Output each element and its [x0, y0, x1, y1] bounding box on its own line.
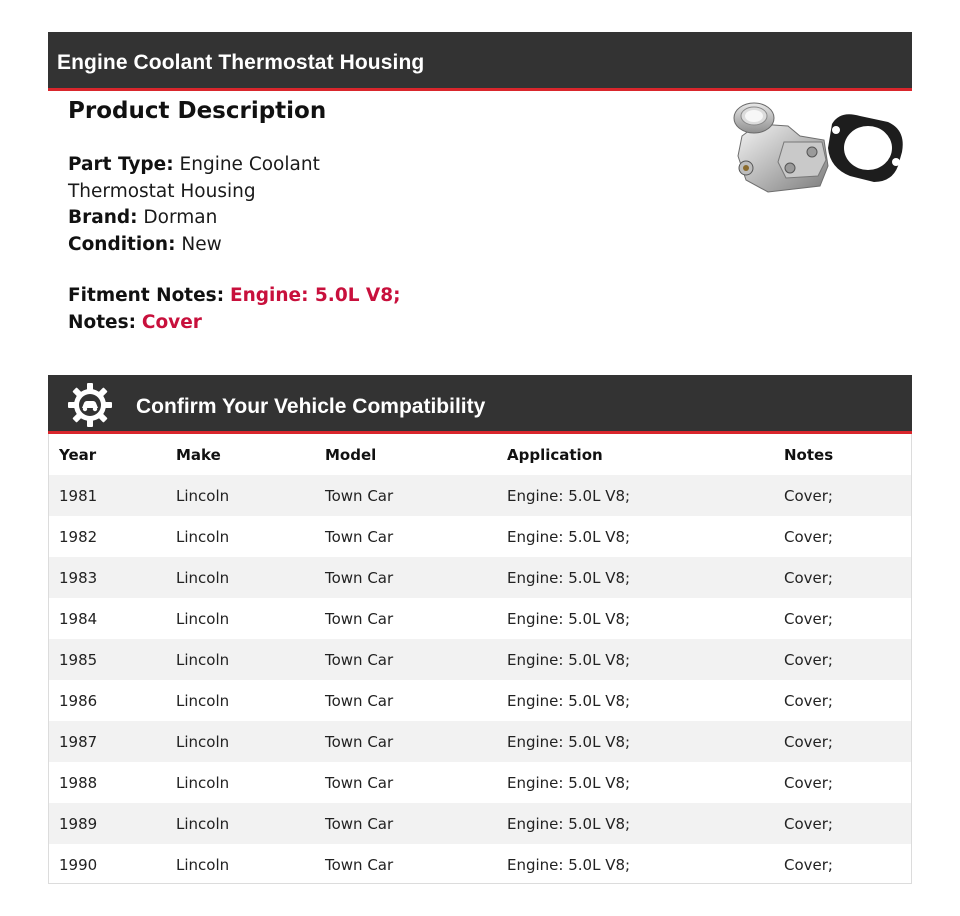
cell-notes: Cover; [784, 609, 833, 628]
table-row [49, 475, 911, 516]
description-heading: Product Description [68, 98, 327, 124]
part-type-label: Part Type: [68, 154, 174, 175]
cell-application: Engine: 5.0L V8; [497, 721, 774, 762]
cell-year: 1984 [59, 609, 98, 628]
table-row [49, 557, 911, 598]
cell-make: Lincoln [176, 527, 230, 546]
cell-model: Town Car [325, 527, 394, 546]
cell-year: 1990 [59, 855, 98, 874]
cell-model: Town Car [315, 721, 497, 762]
brand-value: Dorman [143, 207, 218, 228]
cell-application: Engine: 5.0L V8; [497, 557, 774, 598]
gear-car-icon [68, 383, 112, 427]
cell-application: Engine: 5.0L V8; [507, 527, 631, 546]
cell-year: 1988 [59, 773, 98, 792]
notes-value: Cover [141, 311, 202, 333]
table-row [49, 639, 911, 680]
fitment-notes-label: Fitment Notes: [68, 285, 225, 306]
cell-application: Engine: 5.0L V8; [507, 855, 631, 874]
cell-model: Town Car [315, 475, 497, 516]
notes-label: Notes: [68, 311, 136, 333]
cell-application: Engine: 5.0L V8; [497, 475, 774, 516]
condition-value: New [181, 233, 222, 255]
cell-notes: Cover; [774, 475, 911, 516]
cell-year: 1985 [49, 639, 166, 680]
table-row [49, 803, 911, 844]
cell-model: Town Car [325, 691, 394, 710]
cell-application: Engine: 5.0L V8; [507, 691, 631, 710]
cell-notes: Cover; [774, 803, 911, 844]
cell-notes: Cover; [774, 639, 911, 680]
cell-make: Lincoln [166, 721, 315, 762]
cell-model: Town Car [325, 855, 394, 874]
cell-model: Town Car [325, 773, 394, 792]
cell-model: Town Car [315, 639, 497, 680]
cell-application: Engine: 5.0L V8; [497, 803, 774, 844]
column-header-application: Application [507, 445, 603, 464]
fitment-notes-value: Engine: 5.0L V8; [229, 285, 401, 306]
product-description [68, 96, 428, 336]
product-image [728, 96, 908, 196]
compatibility-table [48, 434, 912, 884]
cell-notes: Cover; [774, 721, 911, 762]
cell-make: Lincoln [166, 639, 315, 680]
brand-label: Brand: [68, 207, 138, 228]
part-type-field [68, 152, 428, 205]
cell-make: Lincoln [166, 803, 315, 844]
table-row [49, 844, 911, 885]
notes-field [68, 310, 428, 337]
cell-make: Lincoln [176, 773, 230, 792]
table-row [49, 516, 911, 557]
table-row [49, 598, 911, 639]
fitment-notes-field [68, 283, 428, 310]
cell-notes: Cover; [784, 855, 833, 874]
table-row [49, 762, 911, 803]
cell-application: Engine: 5.0L V8; [497, 639, 774, 680]
table-header-row [49, 434, 911, 475]
compatibility-header-bar [48, 375, 912, 434]
part-type-value: Engine Coolant Thermostat Housing [68, 154, 320, 202]
condition-field [68, 232, 428, 259]
cell-notes: Cover; [774, 557, 911, 598]
cell-make: Lincoln [176, 855, 230, 874]
cell-application: Engine: 5.0L V8; [507, 773, 631, 792]
cell-notes: Cover; [784, 773, 833, 792]
cell-make: Lincoln [176, 691, 230, 710]
cell-year: 1987 [49, 721, 166, 762]
cell-year: 1981 [49, 475, 166, 516]
table-row [49, 721, 911, 762]
column-header-make: Make [176, 445, 221, 464]
brand-field [68, 205, 428, 232]
cell-model: Town Car [325, 609, 394, 628]
cell-year: 1986 [59, 691, 98, 710]
table-row [49, 680, 911, 721]
column-header-notes: Notes [784, 445, 834, 464]
compatibility-title: Confirm Your Vehicle Compatibility [136, 395, 486, 418]
cell-year: 1989 [49, 803, 166, 844]
condition-label: Condition: [68, 233, 176, 255]
cell-make: Lincoln [166, 557, 315, 598]
product-title: Engine Coolant Thermostat Housing [57, 51, 425, 74]
cell-notes: Cover; [784, 527, 833, 546]
product-header-bar [48, 32, 912, 91]
cell-year: 1983 [49, 557, 166, 598]
cell-application: Engine: 5.0L V8; [507, 609, 631, 628]
cell-year: 1982 [59, 527, 98, 546]
column-header-year: Year [59, 445, 97, 464]
cell-model: Town Car [315, 557, 497, 598]
cell-notes: Cover; [784, 691, 833, 710]
cell-model: Town Car [315, 803, 497, 844]
cell-make: Lincoln [176, 609, 230, 628]
column-header-model: Model [325, 445, 377, 464]
cell-make: Lincoln [166, 475, 315, 516]
